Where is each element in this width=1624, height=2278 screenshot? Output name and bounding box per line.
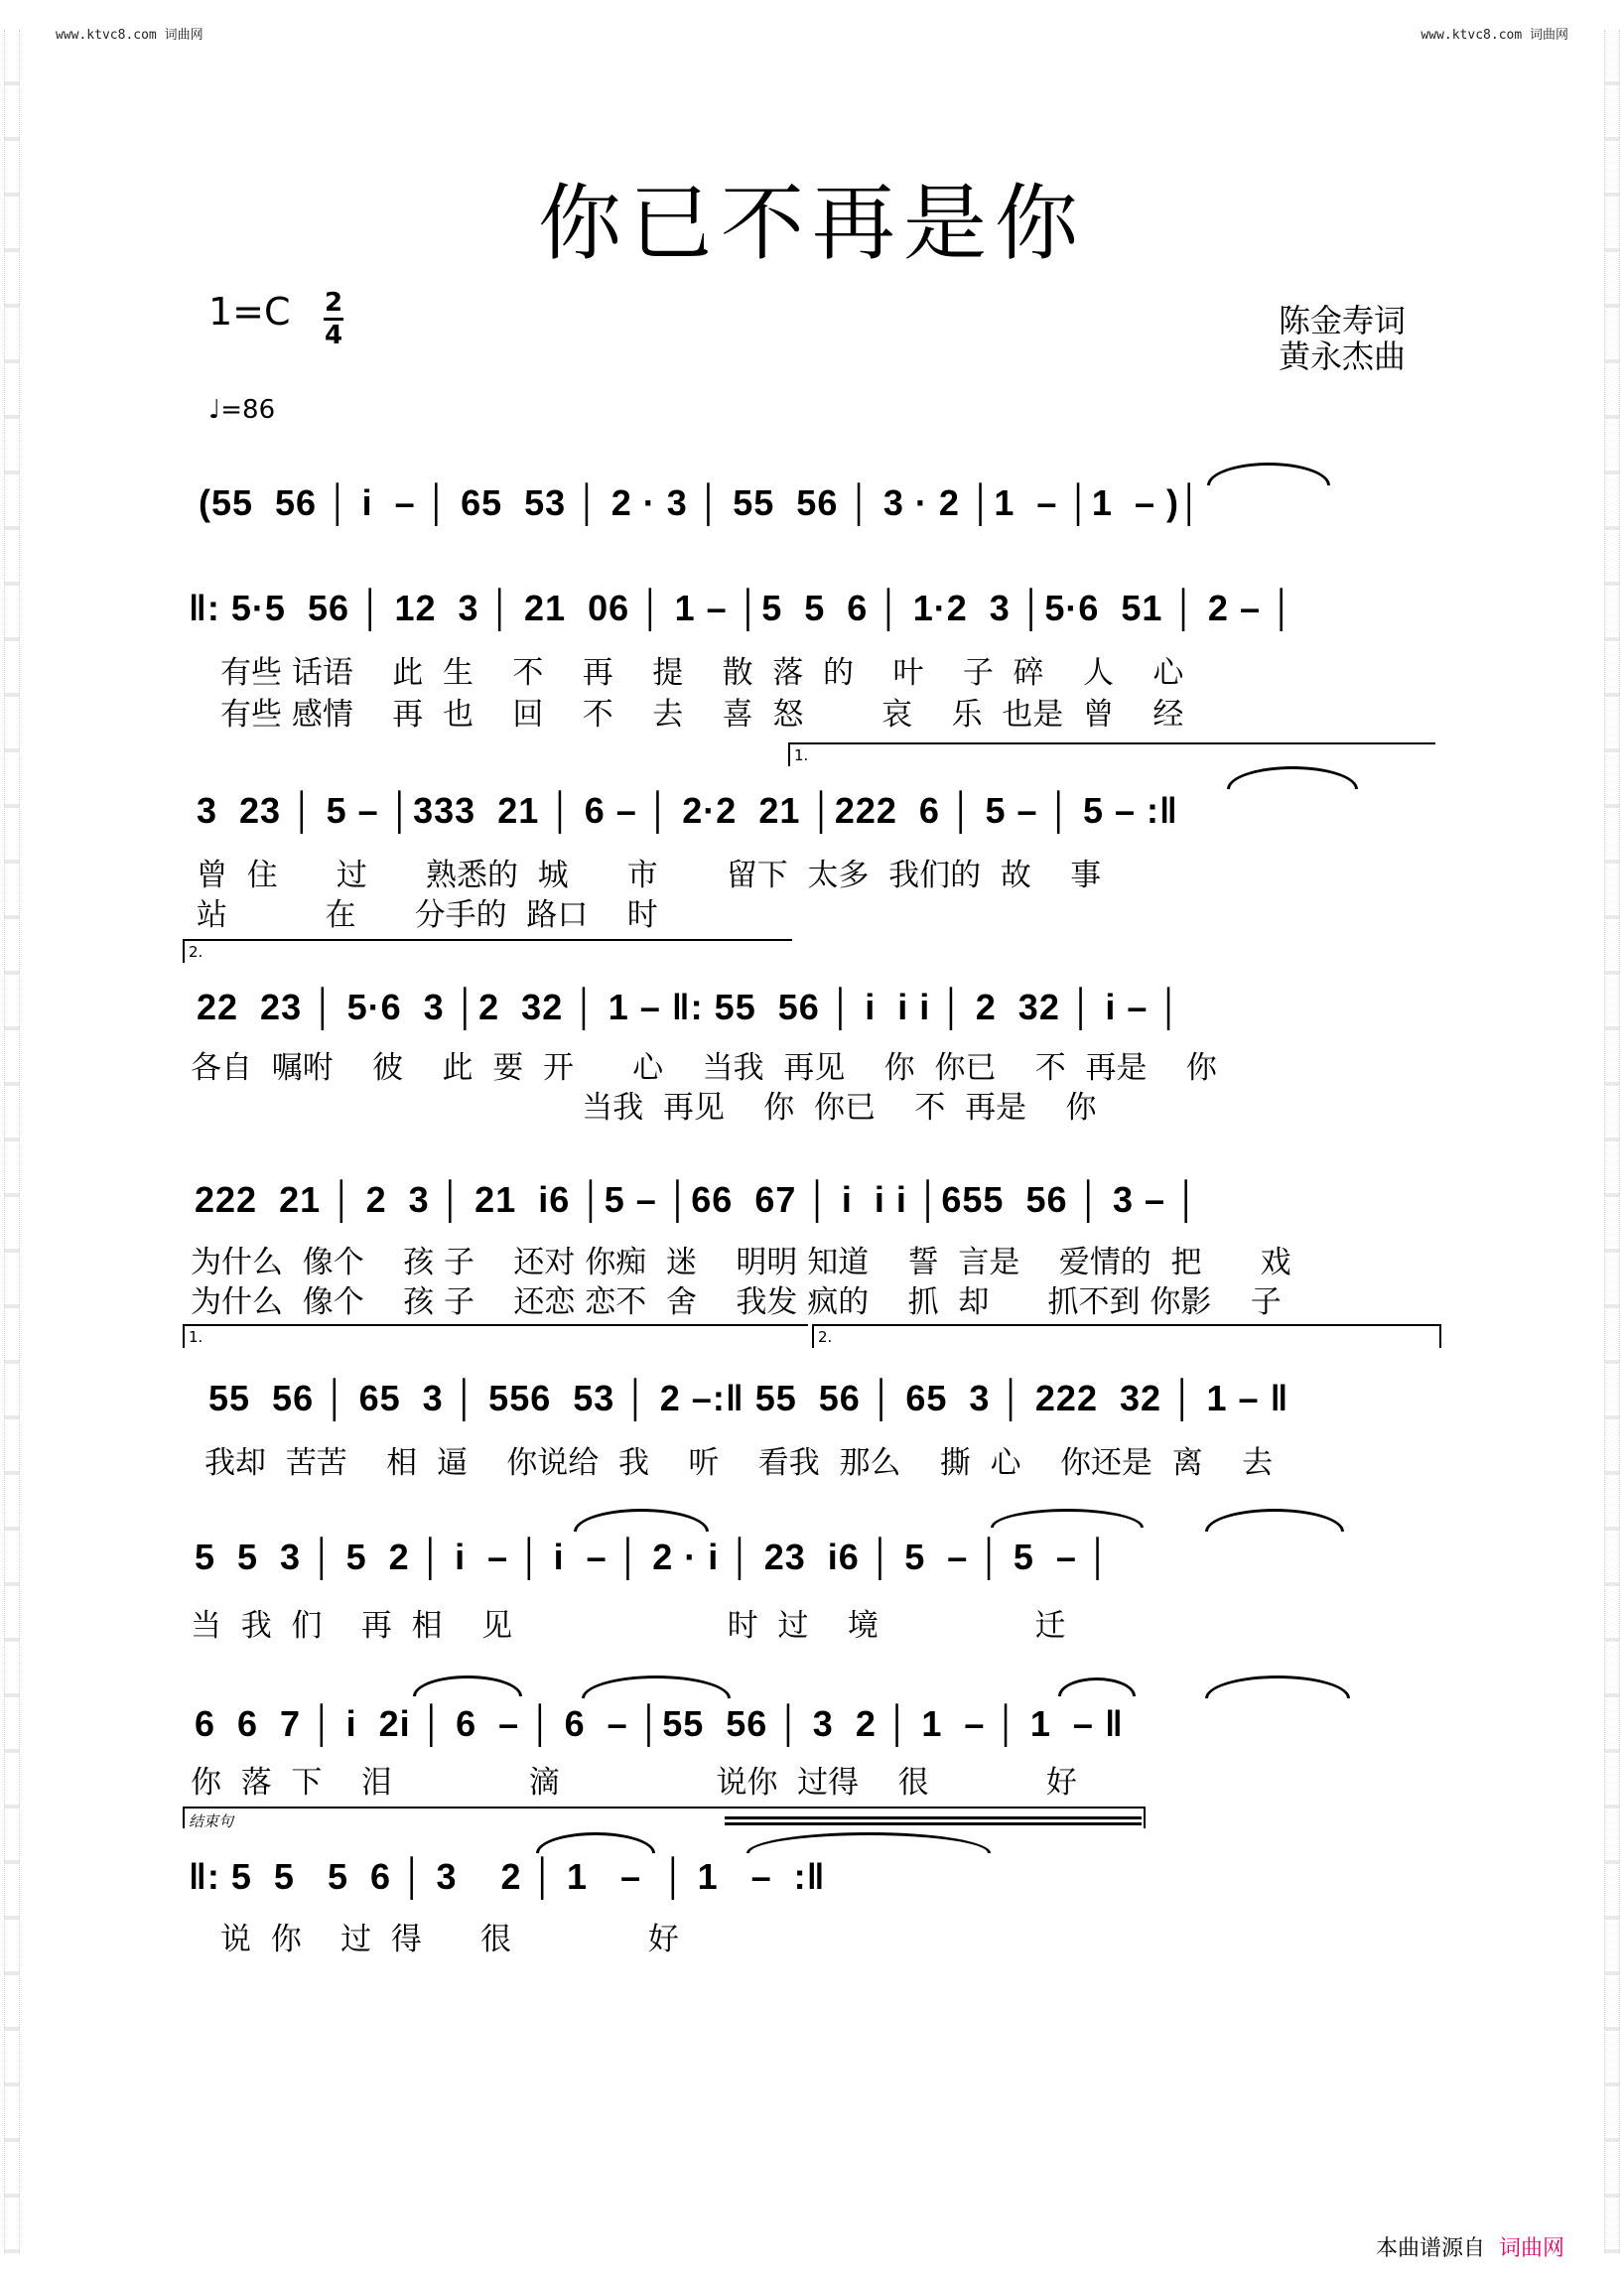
- lyric-row-9a: 说 你 过 得 很 好: [220, 1922, 679, 1957]
- tempo-marking: ♩=86: [208, 395, 276, 425]
- volta-2: [183, 939, 792, 963]
- volta-1b: [183, 1324, 808, 1348]
- time-signature-bottom: 4: [324, 321, 343, 350]
- footer-source: [1376, 2231, 1564, 2262]
- slur-arc: [991, 1509, 1144, 1528]
- lyric-row-4b: 当我 再见 你 你已 不 再是 你: [191, 1090, 1097, 1126]
- time-signature: [324, 290, 343, 348]
- lyric-row-8a: 你 落 下 泪 滴 说你 过得 很 好: [191, 1765, 1077, 1801]
- composer: 黄永杰曲: [1279, 337, 1407, 375]
- score-row-1: (55 56 │ i – │ 65 53 │ 2 · 3 │ 55 56 │ 3 · 2 │1 – │1 – )│: [199, 482, 1203, 523]
- left-watermark-strip: [4, 30, 20, 2253]
- time-signature-top: 2: [324, 288, 343, 318]
- score-row-5: 222 21 │ 2 3 │ 21 i6 │5 – │66 67 │ i i i │655 56 │ 3 – │: [195, 1179, 1200, 1220]
- tie-arc: [1207, 463, 1330, 485]
- lyric-row-2b: 有些 感情 再 也 回 不 去 喜 怒 哀 乐 也是 曾 经: [220, 697, 1184, 733]
- footer-source-text: 本曲谱源自: [1375, 2236, 1485, 2261]
- tie-arc: [1205, 1509, 1344, 1532]
- volta-2b-label: 2.: [818, 1328, 833, 1346]
- volta-1: [788, 742, 1435, 766]
- slur-arc: [536, 1832, 655, 1853]
- lyric-row-7a: 当 我 们 再 相 见 时 过 境 迁: [191, 1608, 1066, 1644]
- right-watermark-strip: [1604, 30, 1620, 2253]
- key-signature: 1=C: [208, 290, 291, 334]
- score-row-3: 3 23 │ 5 – │333 21 │ 6 – │ 2·2 21 │222 6 │ 5 – │ 5 – :‖: [197, 790, 1178, 831]
- footer-site-link[interactable]: 词曲网: [1498, 2236, 1564, 2261]
- lyric-row-4a: 各自 嘱咐 彼 此 要 开 心 当我 再见 你 你已 不 再是 你: [191, 1050, 1217, 1086]
- score-row-6: 55 56 │ 65 3 │ 556 53 │ 2 –:‖ 55 56 │ 65 3 │ 222 32 │ 1 – ‖: [208, 1378, 1289, 1418]
- ending-label: 结束句: [189, 1812, 234, 1830]
- tie-arc: [1205, 1675, 1350, 1698]
- song-title: 你已不再是你: [537, 175, 1086, 272]
- volta-1b-label: 1.: [189, 1328, 203, 1346]
- lyric-row-2a: 有些 话语 此 生 不 再 提 散 落 的 叶 子 碎 人 心: [220, 655, 1184, 691]
- lyric-row-5b: 为什么 像个 孩 子 还恋 恋不 舍 我发 疯的 抓 却 抓不到 你影 子: [191, 1284, 1282, 1320]
- lyricist: 陈金寿词: [1279, 302, 1407, 339]
- lyric-row-3a: 曾 住 过 熟悉的 城 市 留下 太多 我们的 故 事: [197, 858, 1102, 893]
- ending-rule: [725, 1822, 1142, 1825]
- lyric-row-3b: 站 在 分手的 路口 时: [197, 897, 658, 933]
- score-row-2: ‖: 5·5 56 │ 12 3 │ 21 06 │ 1 – │5 5 6 │ 1·2 3 │5·6 51 │ 2 – │: [189, 588, 1295, 628]
- tie-arc: [1227, 766, 1358, 789]
- tie-arc: [574, 1509, 709, 1532]
- lyric-row-6a: 我却 苦苦 相 逼 你说给 我 听 看我 那么 撕 心 你还是 离 去: [204, 1445, 1274, 1481]
- header-left: www.ktvc8.com 词曲网: [56, 28, 203, 43]
- score-row-7: 5 5 3 │ 5 2 │ i – │ i – │ 2 · i │ 23 i6 │ 5 – │ 5 – │: [195, 1537, 1112, 1577]
- volta-2-label: 2.: [189, 943, 203, 961]
- tie-arc: [746, 1832, 991, 1853]
- score-row-4: 22 23 │ 5·6 3 │2 32 │ 1 – ‖: 55 56 │ i i i │ 2 32 │ i – │: [197, 987, 1182, 1027]
- slur-arc: [413, 1675, 522, 1696]
- lyric-row-5a: 为什么 像个 孩 子 还对 你痴 迷 明明 知道 誓 言是 爱情的 把 戏: [191, 1245, 1291, 1280]
- slur-arc: [1058, 1677, 1136, 1696]
- volta-1-label: 1.: [794, 746, 809, 764]
- score-row-8: 6 6 7 │ i 2i │ 6 – │ 6 – │55 56 │ 3 2 │ 1 – │ 1 – ‖: [195, 1703, 1124, 1744]
- volta-2b: [812, 1324, 1441, 1348]
- ending-rule: [725, 1816, 1142, 1819]
- score-row-9: ‖: 5 5 5 6 │ 3 2 │ 1 – │ 1 – :‖: [189, 1856, 826, 1897]
- header-right: www.ktvc8.com 词曲网: [1421, 28, 1568, 43]
- tie-arc: [582, 1675, 731, 1698]
